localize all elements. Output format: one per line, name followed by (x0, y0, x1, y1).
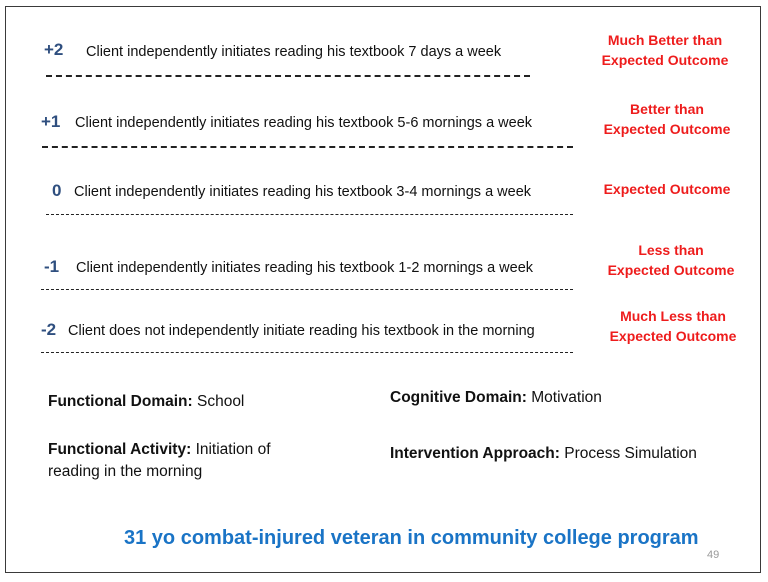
outcome-line: Expected Outcome (603, 181, 731, 197)
outcome-label (596, 240, 746, 280)
scale-description: Client independently initiates reading his textbook 5-6 mornings a week (75, 115, 533, 131)
outcome-line: Expected Outcome (607, 262, 735, 278)
outcome-line: Better than (630, 101, 704, 117)
score-plus-1: +1 (41, 112, 61, 131)
outcome-label (592, 179, 742, 199)
page-number: 49 (707, 549, 720, 561)
score-zero: 0 (52, 181, 62, 200)
scale-description: Client independently initiates reading his textbook 3-4 mornings a week (74, 184, 532, 200)
score-minus-2: -2 (41, 320, 57, 339)
scale-description: Client independently initiates reading his textbook 1-2 mornings a week (76, 260, 534, 276)
outcome-label (592, 99, 742, 139)
slide (5, 6, 761, 573)
intervention-approach (390, 443, 697, 465)
functional-activity-label: Functional Activity: (48, 441, 192, 458)
functional-domain-value: School (196, 393, 245, 410)
score-plus-2: +2 (44, 40, 64, 59)
score-minus-1: -1 (44, 257, 60, 276)
functional-activity-value-continued: reading in the morning (48, 463, 203, 480)
outcome-line: Much Less than (620, 308, 726, 324)
case-subtitle: 31 yo combat-injured veteran in community college program (124, 527, 699, 549)
cognitive-domain-label: Cognitive Domain: (390, 389, 527, 406)
functional-activity-value: Initiation of (195, 441, 271, 458)
scale-description: Client does not independently initiate reading his textbook in the morning (68, 323, 535, 339)
outcome-line: Expected Outcome (601, 52, 729, 68)
outcome-label (590, 30, 740, 70)
functional-activity (48, 439, 271, 483)
scale-description: Client independently initiates reading his textbook 7 days a week (86, 44, 502, 60)
outcome-line: Expected Outcome (609, 328, 737, 344)
divider (46, 75, 530, 77)
functional-domain-label: Functional Domain: (48, 393, 193, 410)
divider (41, 289, 573, 290)
cognitive-domain-value: Motivation (531, 389, 602, 406)
outcome-label (598, 306, 748, 346)
outcome-line: Less than (638, 242, 704, 258)
divider (46, 214, 573, 215)
outcome-line: Expected Outcome (603, 121, 731, 137)
cognitive-domain (390, 387, 602, 409)
intervention-approach-label: Intervention Approach: (390, 445, 560, 462)
functional-domain (48, 391, 244, 413)
intervention-approach-value: Process Simulation (564, 445, 697, 462)
outcome-line: Much Better than (607, 32, 723, 48)
divider (41, 352, 573, 353)
divider (42, 146, 573, 148)
